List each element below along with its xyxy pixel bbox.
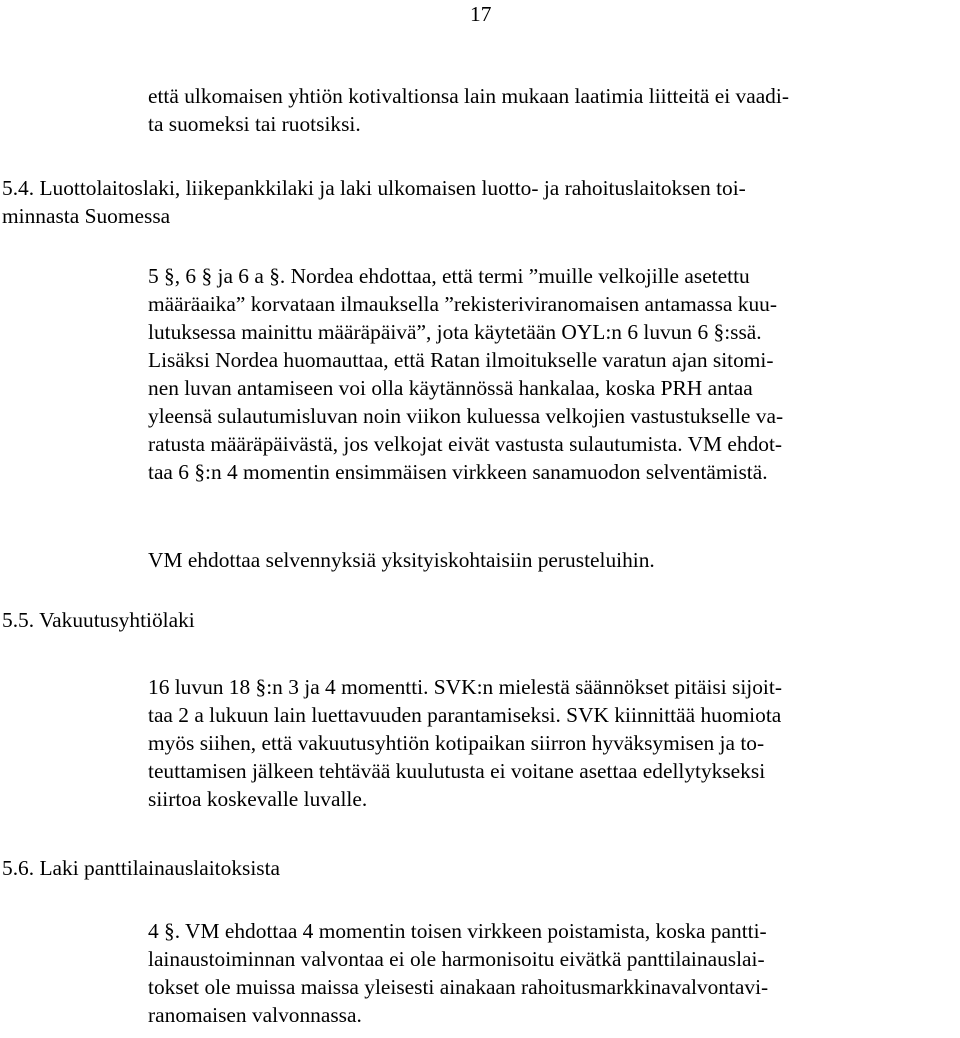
text-line: myös siihen, että vakuutusyhtiön kotipaikan siirron hyväksymisen ja to-	[148, 731, 765, 755]
text-line: määräaika” korvataan ilmauksella ”rekisteriviranomaisen antamassa kuu-	[148, 292, 777, 316]
section-title: Luottolaitoslaki, liikepankkilaki ja laki ulkomaisen luotto- ja rahoituslaitoksen toi-	[39, 176, 746, 200]
text-line: ta suomeksi tai ruotsiksi.	[148, 112, 361, 136]
text-line: yleensä sulautumisluvan noin viikon kuluessa velkojien vastustukselle va-	[148, 404, 784, 428]
text-line: VM ehdottaa selvennyksiä yksityiskohtaisiin perusteluihin.	[148, 548, 655, 572]
page-number: 17	[470, 2, 492, 26]
section-title: Vakuutusyhtiölaki	[39, 608, 195, 632]
text-line: nen luvan antamiseen voi olla käytännössä hankalaa, koska PRH antaa	[148, 376, 753, 400]
section-number: 5.6.	[2, 856, 35, 880]
text-line: teuttamisen jälkeen tehtävää kuulutusta ei voitane asettaa edellytykseksi	[148, 759, 766, 783]
text-line: Lisäksi Nordea huomauttaa, että Ratan ilmoitukselle varatun ajan sitomi-	[148, 348, 774, 372]
text-line: tokset ole muissa maissa yleisesti ainakaan rahoitusmarkkinavalvontavi-	[148, 975, 769, 999]
heading-line	[2, 174, 746, 202]
section-number: 5.5.	[2, 608, 35, 632]
section-number: 5.4.	[2, 176, 35, 200]
heading-line	[2, 854, 280, 882]
text-line: taa 6 §:n 4 momentin ensimmäisen virkkeen sanamuodon selventämistä.	[148, 460, 768, 484]
text-line: ratusta määräpäivästä, jos velkojat eivät vastusta sulautumista. VM ehdot-	[148, 432, 783, 456]
text-line: siirtoa koskevalle luvalle.	[148, 787, 368, 811]
text-line: 4 §. VM ehdottaa 4 momentin toisen virkkeen poistamista, koska pantti-	[148, 919, 767, 943]
text-line: 16 luvun 18 §:n 3 ja 4 momentti. SVK:n mielestä säännökset pitäisi sijoit-	[148, 675, 782, 699]
heading-line	[2, 606, 195, 634]
text-line: että ulkomaisen yhtiön kotivaltionsa lain mukaan laatimia liitteitä ei vaadi-	[148, 84, 789, 108]
text-line: ranomaisen valvonnassa.	[148, 1003, 362, 1027]
text-line: lainaustoiminnan valvontaa ei ole harmonisoitu eivätkä panttilainauslai-	[148, 947, 765, 971]
text-line: lutuksessa mainittu määräpäivä”, jota käytetään OYL:n 6 luvun 6 §:ssä.	[148, 320, 762, 344]
text-line: taa 2 a lukuun lain luettavuuden parantamiseksi. SVK kiinnittää huomiota	[148, 703, 782, 727]
section-title: Laki panttilainauslaitoksista	[39, 856, 281, 880]
text-line: 5 §, 6 § ja 6 a §. Nordea ehdottaa, että termi ”muille velkojille asetettu	[148, 264, 750, 288]
section-title-continued: minnasta Suomessa	[2, 204, 171, 228]
